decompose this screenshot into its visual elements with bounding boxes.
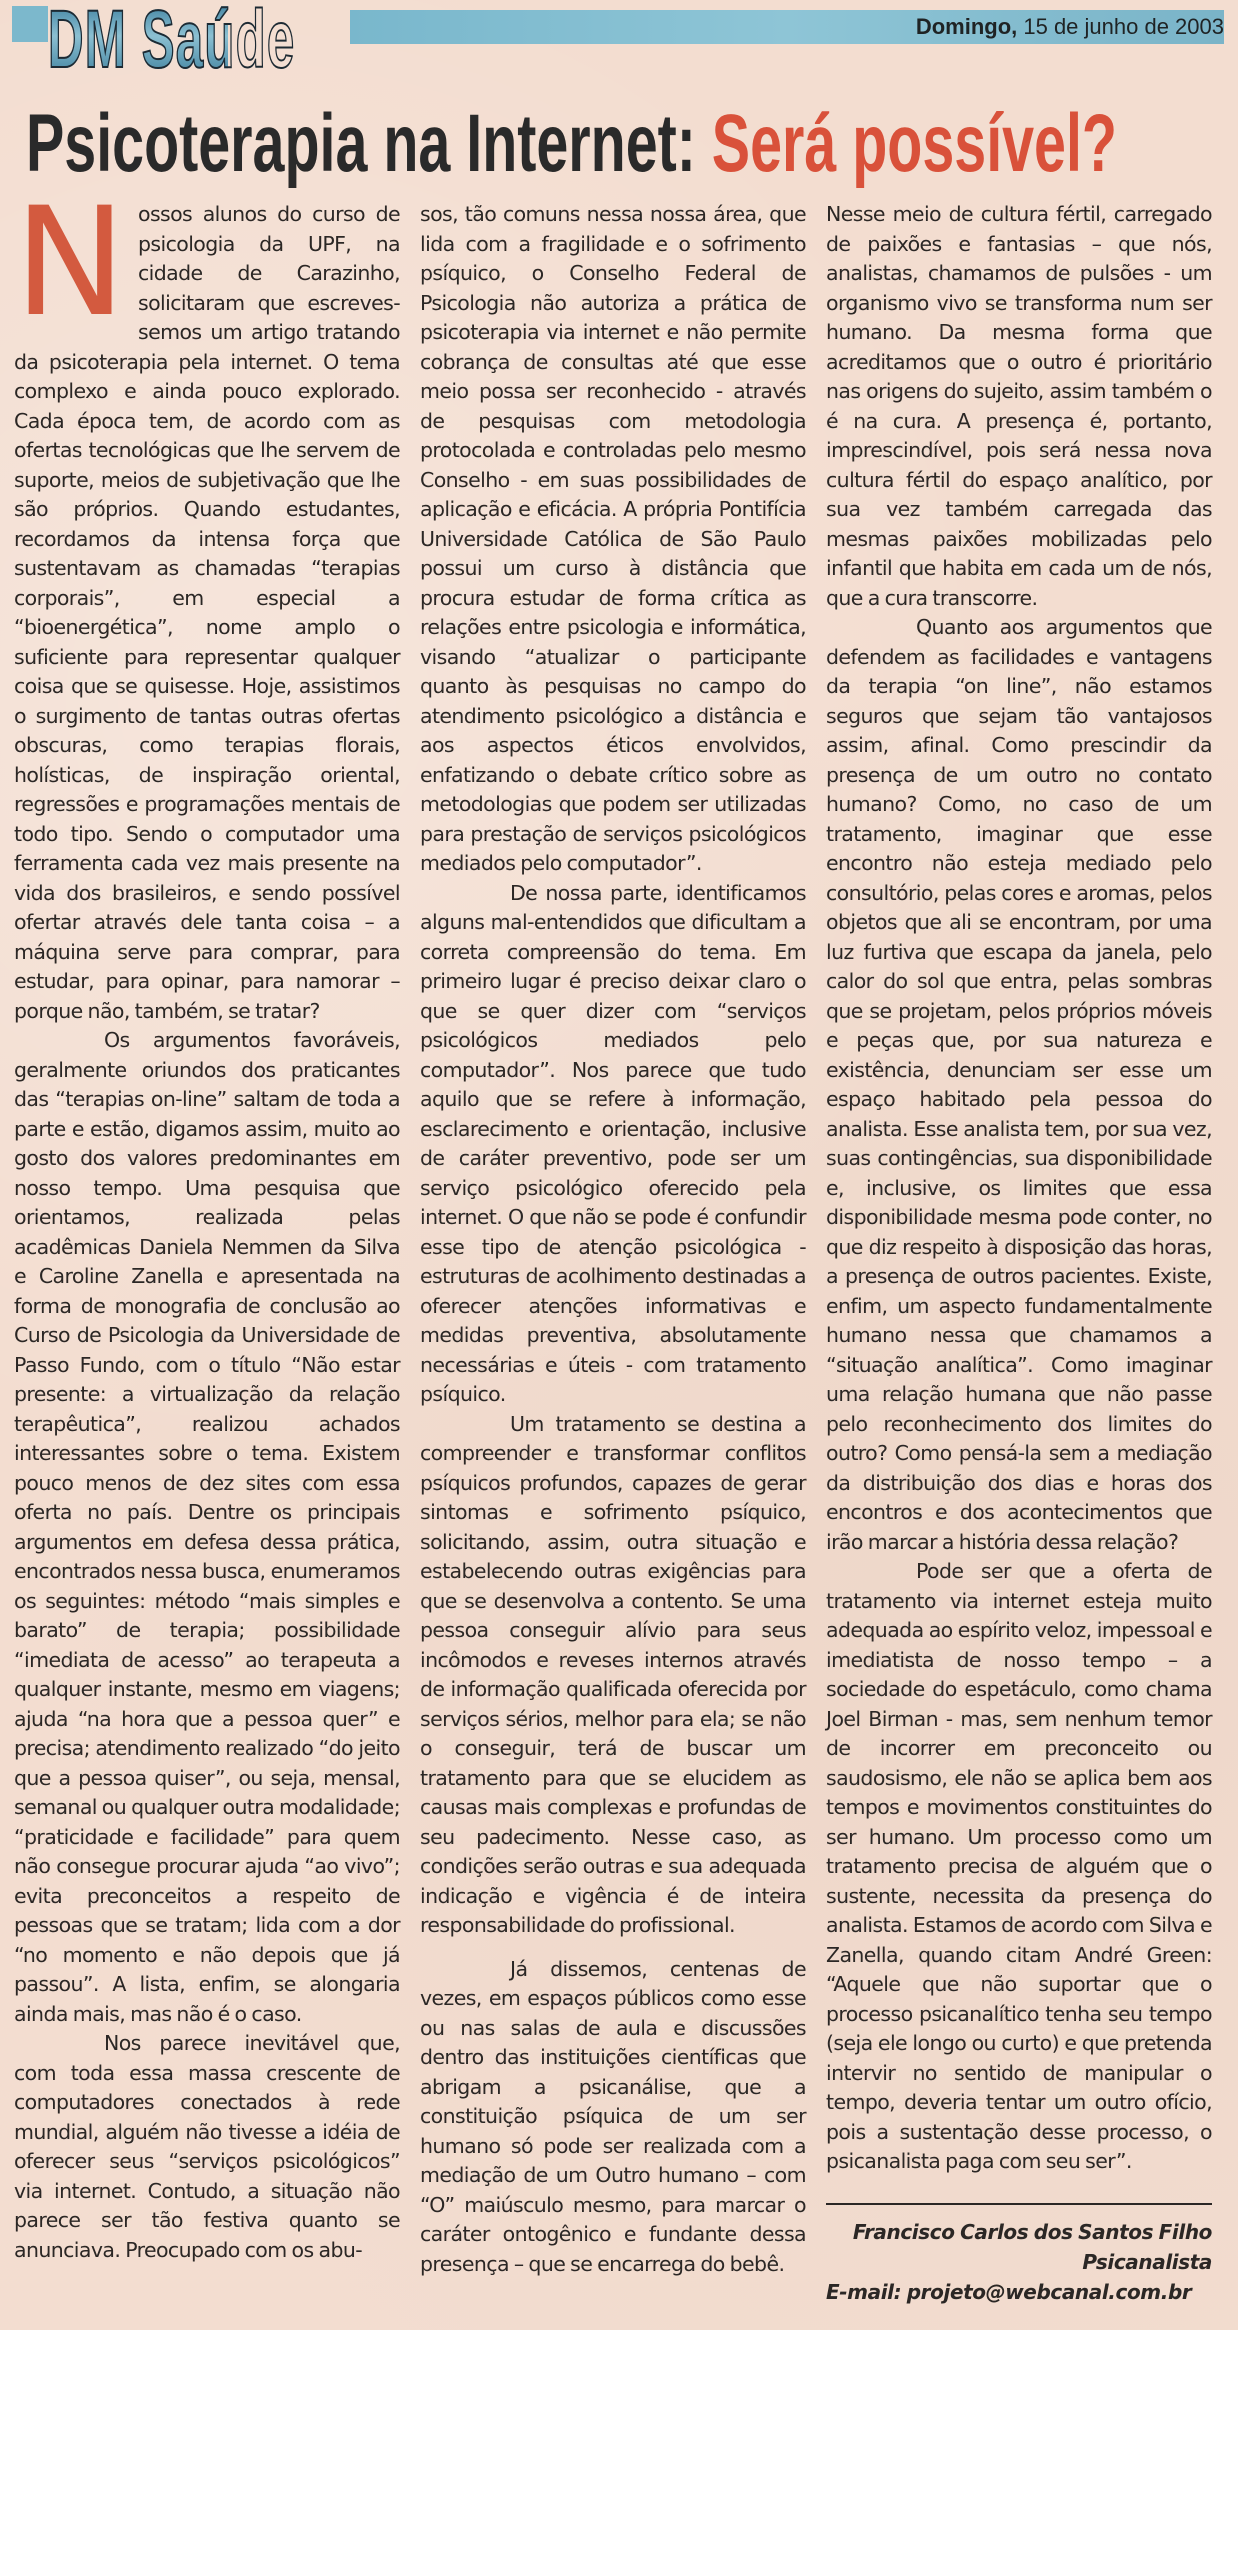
masthead-banner-left xyxy=(12,6,48,42)
paragraph: Já dissemos, centenas de vezes, em espaços públicos como esse ou nas salas de aula e discussões dentro das instituições científicas que abrigam a psicanálise, que a constituição psíquica de um ser humano só pode ser realizada com a mediação de um Outro humano – com “O” maiúsculo mesmo, para marcar o caráter ontogênico e fundante dessa presença – que se encarrega do bebê. xyxy=(420,1956,806,2276)
article-column-3 xyxy=(826,200,1212,2307)
signature-divider xyxy=(826,2203,1212,2205)
dateline xyxy=(916,12,1224,42)
paragraph: Pode ser que a oferta de tratamento via internet esteja muito adequada ao espírito veloz, impessoal e imediatista de nosso tempo – a sociedade do espetáculo, como chama Joel Birman - mas, sem nenhum temor de incorrer em preconceito ou saudosismo, ele não se aplica bem aos tempos e movimentos constituintes do ser humano. Um processo como um tratamento precisa de alguém que o sustente, necessita da presença do analista. Estamos de acordo com Silva e Zanella, quando citam André Green: “Aquele que não suportar que o processo psicanalítico tenha seu tempo (seja ele longo ou curto) e que pretenda intervir no sentido de manipular o tempo, deveria tentar um outro ofício, pois a sustentação desse processo, o psicanalista paga com seu ser”. xyxy=(826,1559,1212,2173)
section-logo-box xyxy=(48,0,348,80)
article-column-1 xyxy=(14,176,400,2265)
author-role: Psicanalista xyxy=(1082,2249,1212,2274)
article-headline xyxy=(26,98,1117,190)
paragraph: Os argumentos favoráveis, geralmente oriundos dos praticantes das “terapias on-line” saltam de toda a parte e estão, digamos assim, muito ao gosto dos valores predominantes em nosso tempo. Uma pesquisa que orientamos, realizada pelas acadêmicas Daniela Nemmen da Silva e Caroline Zanella e apresentada na forma de monografia de conclusão ao Curso de Psicologia da Universidade de Passo Fundo, com o título “Não estar presente: a virtualização da relação terapêutica”, realizou achados interessantes sobre o tema. Existem pouco menos de dez sites com essa oferta no país. Dentre os principais argumentos em defesa dessa prática, encontrados nessa busca, enumeramos os seguintes: método “mais simples e barato” de terapia; possibilidade “imediata de acesso” ao terapeuta a qualquer instante, mesmo em viagens; ajuda “na hora que a pessoa quer” e precisa; atendimento realizado “do jeito que a pessoa quiser”, ou seja, mensal, semanal ou qualquer outra modalidade; “praticidade e facilidade” para quem não consegue procurar ajuda “ao vivo”; evita preconceitos a respeito de pessoas que se tratam; lida com a dor “no momento e não depois que já passou”. A lista, enfim, se alongaria ainda mais, mas não é o caso. xyxy=(14,1028,400,2026)
drop-cap: N xyxy=(14,176,126,350)
masthead xyxy=(0,0,1238,80)
headline-main: Psicoterapia na Internet: xyxy=(26,98,712,189)
section-logo: DM Saúde xyxy=(48,0,296,80)
paragraph: Nesse meio de cultura fértil, carregado de paixões e fantasias – que nós, analistas, chamamos de pulsões - um organismo vivo se transforma num ser humano. Da mesma forma que acreditamos que o outro é prioritário nas origens do sujeito, assim também o é na cura. A presença é, portanto, imprescindível, pois será nessa nova cultura fértil do espaço analítico, por sua vez também carregada das mesmas paixões mobilizadas pelo infantil que habita em cada um de nós, que a cura transcorre. xyxy=(826,202,1212,610)
paragraph: Quanto aos argumentos que defendem as facilidades e vantagens da terapia “on line”, não estamos seguros que sejam tão vantajosos assim, afinal. Como prescindir da presença de um outro no contato humano? Como, no caso de um tratamento, imaginar que esse encontro não esteja mediado pelo consultório, pelas cores e aromas, pelos objetos que ali se encontram, por uma luz furtiva que escapa da janela, pelo calor do sol que entra, pelas sombras que se projetam, pelos próprios móveis e peças que, por sua natureza e existência, denunciam ser esse um espaço habitado pela pessoa do analista. Esse analista tem, por sua vez, suas contingências, sua disponibilidade e, inclusive, os limites que essa disponibilidade mesma pode conter, no que diz respeito à disposição das horas, a presença de outros pacientes. Existe, enfim, um aspecto fundamentalmente humano nessa que chamamos a “situação analítica”. Como imaginar uma relação humana que não passe pelo reconhecimento dos limites do outro? Como pensá-la sem a mediação da distribuição dos dias e horas dos encontros e dos acontecimentos que irão marcar a história dessa relação? xyxy=(826,615,1212,1554)
paragraph: De nossa parte, identificamos alguns mal-entendidos que dificultam a correta compreensão do tema. Em primeiro lugar é preciso deixar claro o que se quer dizer com “serviços psicológicos mediados pelo computador”. Nos parece que tudo aquilo que se refere à informação, esclarecimento e orientação, inclusive de caráter preventivo, pode ser um serviço psicológico oferecido pela internet. O que não se pode é confundir esse tipo de atenção psicológica - estruturas de acolhimento destinadas a oferecer atenções informativas e medidas preventiva, absolutamente necessárias e úteis - com tratamento psíquico. xyxy=(420,880,806,1406)
paragraph: sos, tão comuns nessa nossa área, que lida com a fragilidade e o sofrimento psíquico, o Conselho Federal de Psicologia não autoriza a prática de psicoterapia via internet e não permite cobrança de consultas até que esse meio possa ser reconhecido - através de pesquisas com metodologia protocolada e controladas pelo mesmo Conselho - em suas possibilidades de aplicação e eficácia. A própria Pontifícia Universidade Católica de São Paulo possui um curso à distância que procura estudar de forma crítica as relações entre psicologia e informática, visando “atualizar o participante quanto às pesquisas no campo do atendimento psicológico a distância e aos aspectos éticos envolvidos, enfatizando o debate crítico sobre as metodologias que podem ser utilizadas para prestação de serviços psicológicos mediados pelo computador”. xyxy=(420,202,806,875)
dateline-weekday: Domingo, xyxy=(915,14,1018,39)
article-column-2 xyxy=(420,200,806,2279)
author-name: Francisco Carlos dos Santos Filho xyxy=(852,2219,1212,2244)
paragraph: ossos alunos do curso de psicologia da UPF, na cidade de Carazinho, solicitaram que escreves-semos um artigo tratando da psicoterapia pela internet. O tema complexo e ainda pouco explorado. Cada época tem, de acordo com as ofertas tecnológicas que lhe servem de suporte, meios de subjetivação que lhe são próprios. Quando estudantes, recordamos da intensa força que sustentavam as chamadas “terapias corporais”, em especial a “bioenergética”, nome amplo o suficiente para representar qualquer coisa que se quisesse. Hoje, assistimos o surgimento de tantas outras ofertas obscuras, como terapias florais, holísticas, de inspiração oriental, regressões e programações mentais de todo tipo. Sendo o computador uma ferramenta cada vez mais presente na vida dos brasileiros, e sendo possível ofertar através dele tanta coisa – a máquina serve para comprar, para estudar, para opinar, para namorar – porque não, também, se tratar? xyxy=(14,202,400,1023)
paragraph: Um tratamento se destina a compreender e transformar conflitos psíquicos profundos, capazes de gerar sintomas e sofrimento psíquico, solicitando, assim, outra situação e estabelecendo outras exigências para que se desenvolva a contento. Se uma pessoa conseguir alívio para seus incômodos e reveses internos através de informação qualificada oferecida por serviços sérios, melhor para ela; se não o conseguir, terá de buscar um tratamento para que se elucidem as causas mais complexas e profundas de seu padecimento. Nesse caso, as condições serão outras e sua adequada indicação e vigência é de inteira responsabilidade do profissional. xyxy=(420,1411,806,1937)
paragraph: Nos parece inevitável que, com toda essa massa crescente de computadores conectados à rede mundial, alguém não tivesse a idéia de oferecer seus “serviços psicológicos” via internet. Contudo, a situação não parece ser tão festiva quanto se anunciava. Preocupado com os abu- xyxy=(14,2031,400,2262)
author-signature xyxy=(826,2217,1212,2307)
dateline-date: 15 de junho de 2003 xyxy=(1017,14,1224,39)
headline-question: Será possível? xyxy=(711,98,1118,189)
author-email: E-mail: projeto@webcanal.com.br xyxy=(826,2279,1192,2304)
article-columns xyxy=(0,176,1238,2307)
headline-box xyxy=(0,92,1238,200)
